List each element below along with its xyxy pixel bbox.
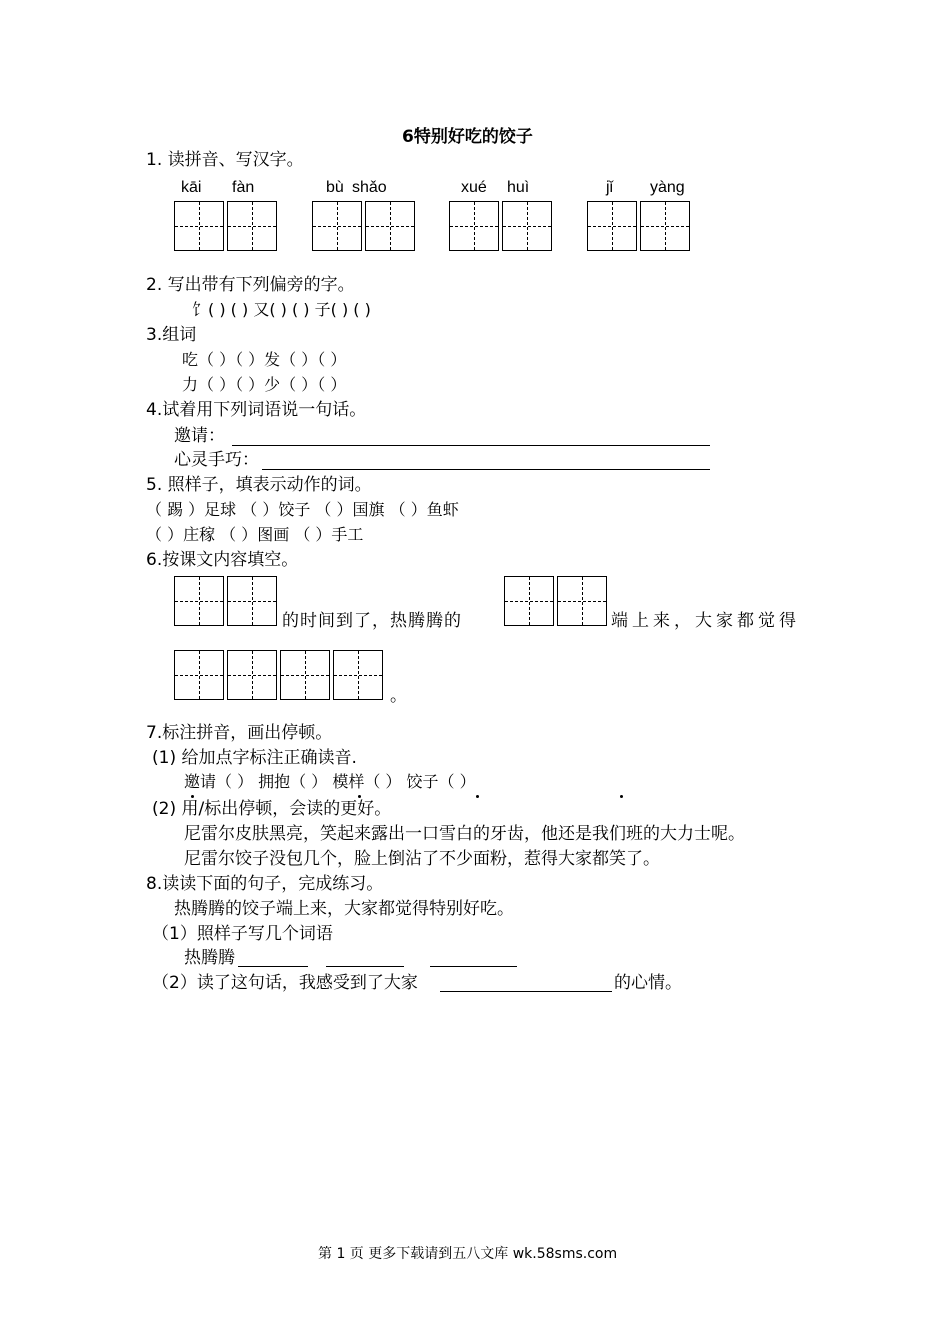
emphasis-dot-1 xyxy=(191,795,194,798)
q6-text3: 。 xyxy=(390,686,407,706)
answer-line-dexterous[interactable] xyxy=(262,469,710,470)
pinyin-7: jǐ xyxy=(606,179,614,196)
pinyin-4: shǎo xyxy=(352,179,387,196)
answer-grid-kaifan[interactable] xyxy=(174,201,280,251)
q8-sub2-suffix: 的心情。 xyxy=(614,973,682,993)
q4-item-dexterous: 心灵手巧： xyxy=(174,450,259,470)
pinyin-3: bù xyxy=(326,179,344,196)
emphasis-dot-2 xyxy=(358,795,361,798)
q4-item-invite: 邀请： xyxy=(174,426,225,446)
q5-heading: 5. 照样子，填表示动作的词。 xyxy=(146,475,372,495)
q2-line: 饣( ) ( ) 又( ) ( ) 子( ) ( ) xyxy=(192,300,371,319)
q7-sentence-1: 尼雷尔皮肤黑亮，笑起来露出一口雪白的牙齿，他还是我们班的大力士呢。 xyxy=(184,824,745,844)
page-footer: 第 1 页 更多下载请到五八文库 wk.58sms.com xyxy=(318,1246,618,1262)
q8-sub1: （1）照样子写几个词语 xyxy=(152,924,333,944)
q7-sentence-2: 尼雷尔饺子没包几个，脸上倒沾了不少面粉，惹得大家都笑了。 xyxy=(184,849,660,869)
pinyin-1: kāi xyxy=(181,179,202,196)
emphasis-dot-3 xyxy=(476,795,479,798)
answer-grid-bushao[interactable] xyxy=(312,201,418,251)
q8-example: 热腾腾 xyxy=(184,948,235,968)
page-title: 6特别好吃的饺子 xyxy=(402,127,533,147)
q3-row1: 吃（ ）（ ）发（ ）（ ） xyxy=(182,350,347,369)
q7-sub1: (1) 给加点字标注正确读音. xyxy=(152,748,357,768)
q4-heading: 4.试着用下列词语说一句话。 xyxy=(146,400,367,420)
q6-text1: 的时间到了，热腾腾的 xyxy=(282,611,462,631)
q5-row2: （ ）庄稼 （ ）图画 （ ）手工 xyxy=(146,525,364,544)
answer-line-feeling[interactable] xyxy=(440,991,612,992)
answer-grid-q6-b[interactable] xyxy=(504,576,610,626)
pinyin-5: xué xyxy=(461,179,487,196)
answer-grid-jiyang[interactable] xyxy=(587,201,693,251)
answer-line-word-1[interactable] xyxy=(238,966,308,967)
q7-sub1-items: 邀请（ ） 拥抱（ ） 模样（ ） 饺子（ ） xyxy=(184,772,476,791)
q3-row2: 力（ ）（ ）少（ ）（ ） xyxy=(182,375,347,394)
q3-heading: 3.组词 xyxy=(146,325,197,345)
answer-line-word-3[interactable] xyxy=(430,966,517,967)
q8-sub2-prefix: （2）读了这句话，我感受到了大家 xyxy=(152,973,418,993)
pinyin-2: fàn xyxy=(232,179,255,196)
q8-sentence: 热腾腾的饺子端上来，大家都觉得特别好吃。 xyxy=(174,899,514,919)
pinyin-8: yàng xyxy=(650,179,685,196)
q5-row1: （ 踢 ）足球 （ ）饺子 （ ）国旗 （ ）鱼虾 xyxy=(146,500,459,519)
answer-grid-xuehui[interactable] xyxy=(449,201,555,251)
q2-heading: 2. 写出带有下列偏旁的字。 xyxy=(146,275,355,295)
q6-heading: 6.按课文内容填空。 xyxy=(146,550,299,570)
q6-text2: 端上来，大家都觉得 xyxy=(611,611,800,631)
q7-sub2: (2) 用/标出停顿，会读的更好。 xyxy=(152,799,392,819)
q8-heading: 8.读读下面的句子，完成练习。 xyxy=(146,874,384,894)
q1-heading: 1. 读拼音、写汉字。 xyxy=(146,150,304,170)
emphasis-dot-4 xyxy=(620,795,623,798)
answer-line-invite[interactable] xyxy=(232,445,710,446)
q7-heading: 7.标注拼音，画出停顿。 xyxy=(146,723,333,743)
pinyin-6: huì xyxy=(507,179,530,196)
answer-grid-q6-c[interactable] xyxy=(174,650,386,700)
answer-grid-q6-a[interactable] xyxy=(174,576,280,626)
answer-line-word-2[interactable] xyxy=(326,966,404,967)
